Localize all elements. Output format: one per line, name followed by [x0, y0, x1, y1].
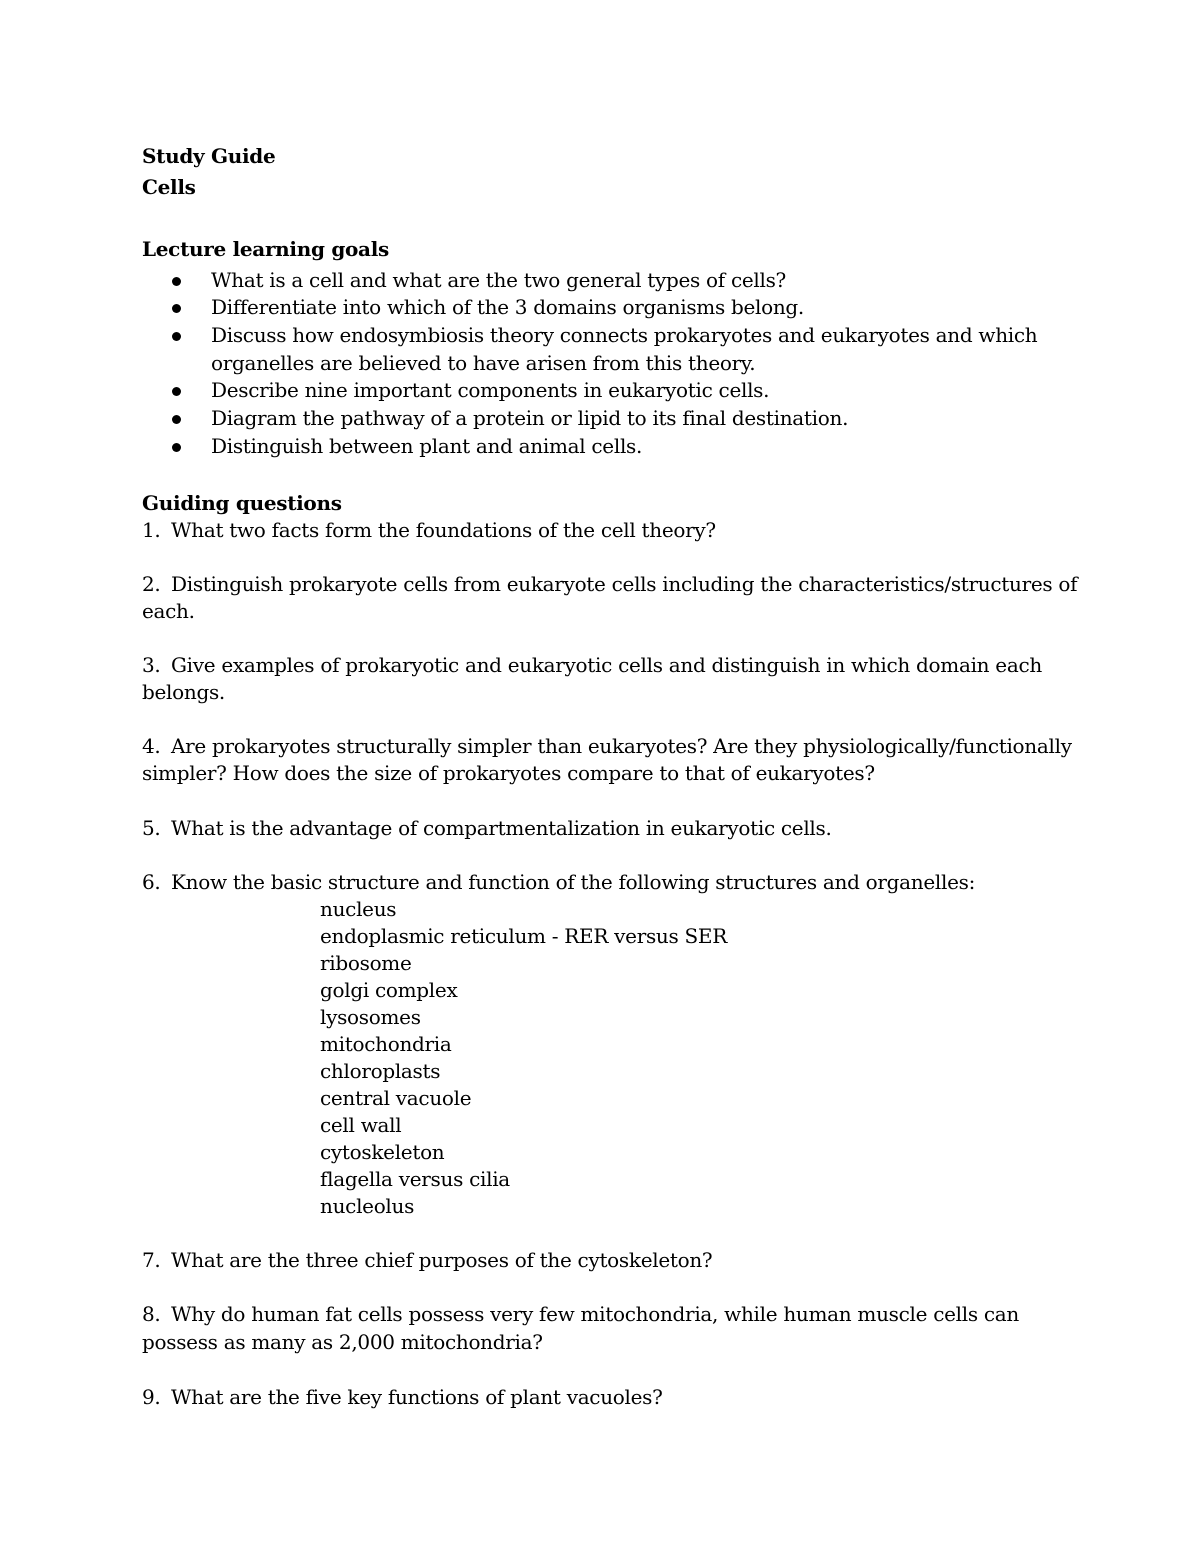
question-text: Why do human fat cells possess very few mitochondria, while human muscle cells can	[171, 1302, 1019, 1326]
organelle-item: endoplasmic reticulum - RER versus SER	[320, 924, 727, 948]
question-8	[142, 1301, 1019, 1328]
organelle-item: central vacuole	[320, 1086, 472, 1110]
organelle-item: nucleus	[320, 897, 397, 921]
document-title: Study Guide	[142, 144, 276, 168]
bullet-icon	[172, 304, 181, 313]
question-text: Are prokaryotes structurally simpler than eukaryotes? Are they physiologically/functionally	[171, 734, 1072, 758]
question-number: 1.	[142, 518, 161, 542]
questions-heading: Guiding questions	[142, 491, 342, 515]
bullet-icon	[172, 277, 181, 286]
goal-text: Diagram the pathway of a protein or lipid to its final destination.	[211, 406, 849, 430]
organelle-item: golgi complex	[320, 978, 458, 1002]
organelle-item: lysosomes	[320, 1005, 421, 1029]
bullet-icon	[172, 415, 181, 424]
question-number: 6.	[142, 870, 161, 894]
question-8-continuation: possess as many as 2,000 mitochondria?	[142, 1330, 543, 1354]
question-text: What is the advantage of compartmentalization in eukaryotic cells.	[171, 816, 832, 840]
organelle-item: cytoskeleton	[320, 1140, 445, 1164]
goal-text: Distinguish between plant and animal cells.	[211, 434, 643, 458]
goal-text: Discuss how endosymbiosis theory connects prokaryotes and eukaryotes and which	[211, 323, 1038, 347]
question-7	[142, 1247, 712, 1274]
organelle-item: ribosome	[320, 951, 412, 975]
bullet-icon	[172, 387, 181, 396]
question-number: 4.	[142, 734, 161, 758]
goal-text: What is a cell and what are the two general types of cells?	[211, 268, 786, 292]
question-6	[142, 869, 975, 896]
organelle-item: nucleolus	[320, 1194, 415, 1218]
question-number: 5.	[142, 816, 161, 840]
question-2	[142, 571, 1077, 598]
question-number: 2.	[142, 572, 161, 596]
question-text: Give examples of prokaryotic and eukaryotic cells and distinguish in which domain each	[171, 653, 1042, 677]
goals-heading: Lecture learning goals	[142, 237, 389, 261]
organelle-item: cell wall	[320, 1113, 402, 1137]
goal-text: Differentiate into which of the 3 domains organisms belong.	[211, 295, 804, 319]
question-9	[142, 1384, 663, 1411]
question-text: Know the basic structure and function of the following structures and organelles:	[171, 870, 976, 894]
question-number: 3.	[142, 653, 161, 677]
organelle-item: chloroplasts	[320, 1059, 441, 1083]
document-subtitle: Cells	[142, 175, 196, 199]
question-4-continuation: simpler? How does the size of prokaryotes compare to that of eukaryotes?	[142, 761, 875, 785]
goal-text: organelles are believed to have arisen from this theory.	[211, 351, 756, 375]
goal-text: Describe nine important components in eukaryotic cells.	[211, 378, 770, 402]
question-number: 7.	[142, 1248, 161, 1272]
question-2-continuation: each.	[142, 599, 195, 623]
bullet-icon	[172, 332, 181, 341]
question-4	[142, 733, 1072, 760]
question-5	[142, 815, 832, 842]
organelle-item: mitochondria	[320, 1032, 452, 1056]
organelle-item: flagella versus cilia	[320, 1167, 510, 1191]
question-text: What are the three chief purposes of the cytoskeleton?	[171, 1248, 713, 1272]
question-text: What two facts form the foundations of the cell theory?	[171, 518, 716, 542]
question-text: Distinguish prokaryote cells from eukaryote cells including the characteristics/structures of	[171, 572, 1078, 596]
question-3-continuation: belongs.	[142, 680, 225, 704]
question-3	[142, 652, 1042, 679]
question-number: 8.	[142, 1302, 161, 1326]
question-1	[142, 517, 716, 544]
bullet-icon	[172, 443, 181, 452]
question-number: 9.	[142, 1385, 161, 1409]
question-text: What are the five key functions of plant vacuoles?	[171, 1385, 663, 1409]
